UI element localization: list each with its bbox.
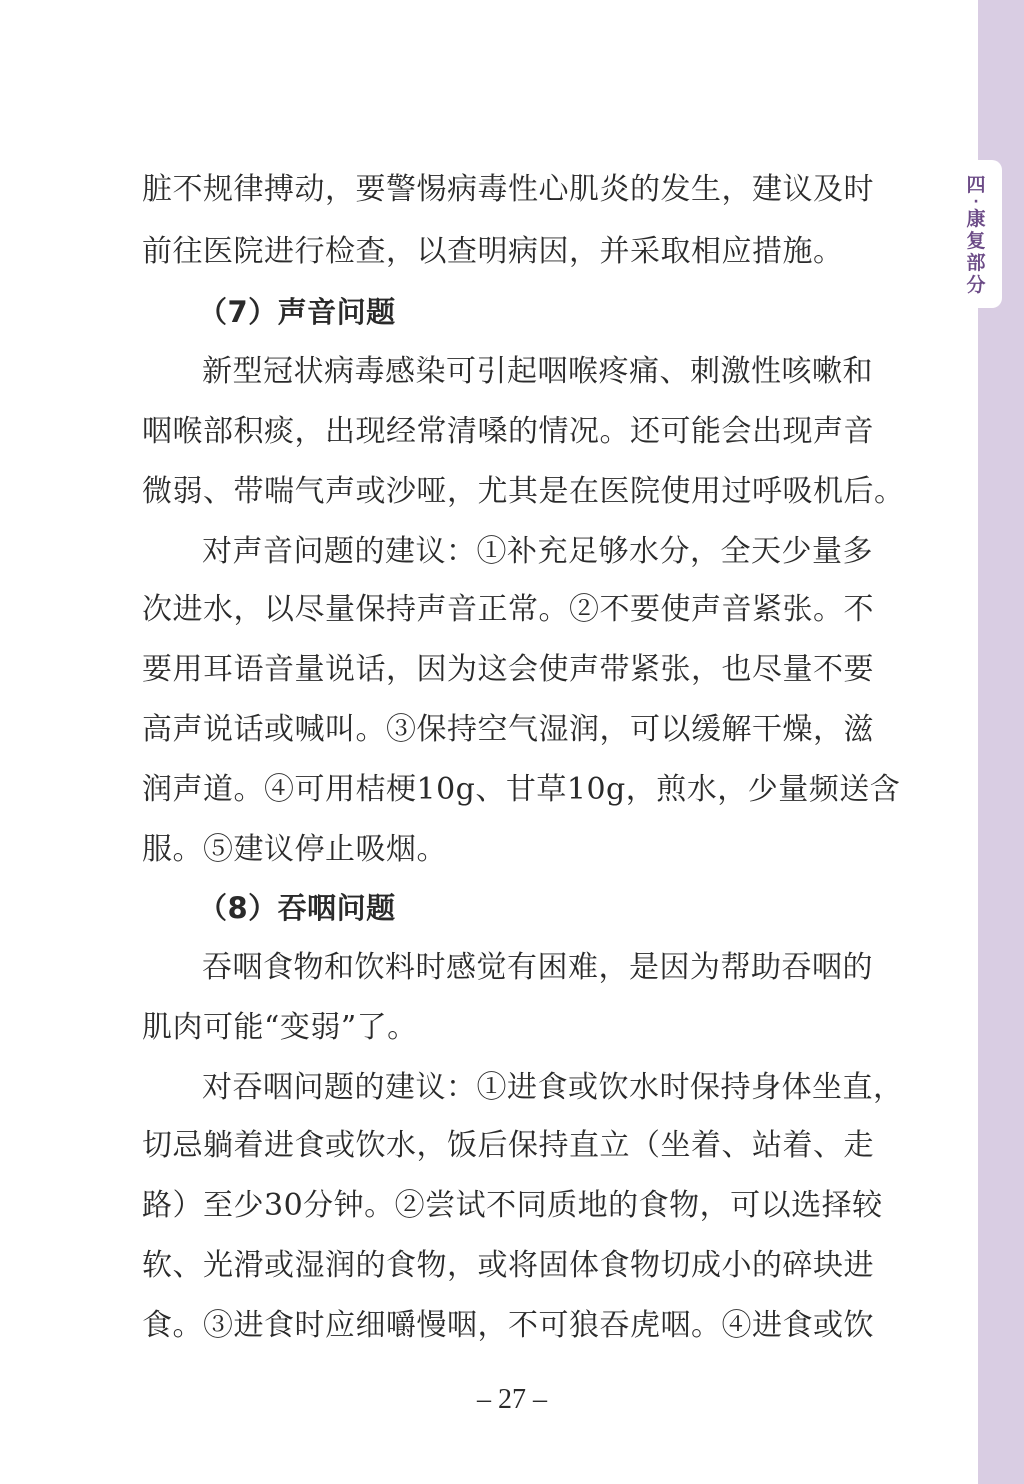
- section-heading: （7）声音问题: [198, 295, 396, 329]
- text-line: 微弱、带喘气声或沙哑，尤其是在医院使用过呼吸机后。: [142, 474, 905, 509]
- text-line: 肌肉可能“变弱”了。: [142, 1010, 418, 1045]
- page-number: – 27 –: [477, 1384, 547, 1415]
- chapter-tab-char: 部: [966, 252, 986, 274]
- chapter-tab-char: 四: [966, 174, 986, 196]
- text-line: 前往医院进行检查，以查明病因，并采取相应措施。: [142, 234, 844, 269]
- text-line: 咽喉部积痰，出现经常清嗓的情况。还可能会出现声音: [142, 414, 874, 449]
- text-line: 润声道。④可用桔梗10g、甘草10g，煎水，少量频送含: [142, 772, 901, 807]
- text-line: 要用耳语音量说话，因为这会使声带紧张，也尽量不要: [142, 652, 874, 687]
- text-line: 新型冠状病毒感染可引起咽喉疼痛、刺激性咳嗽和: [202, 354, 873, 389]
- text-line: 对吞咽问题的建议：①进食或饮水时保持身体坐直，: [202, 1070, 904, 1105]
- text-line: 高声说话或喊叫。③保持空气湿润，可以缓解干燥，滋: [142, 712, 874, 747]
- chapter-tab: [950, 160, 1002, 308]
- chapter-tab-char: 分: [966, 274, 986, 296]
- section-heading: （8）吞咽问题: [198, 891, 396, 925]
- text-line: 切忌躺着进食或饮水，饭后保持直立（坐着、站着、走: [142, 1128, 874, 1163]
- chapter-tab-char: 复: [966, 230, 986, 252]
- text-line: 吞咽食物和饮料时感觉有困难，是因为帮助吞咽的: [202, 950, 873, 985]
- text-line: 服。⑤建议停止吸烟。: [142, 832, 447, 867]
- text-line: 食。③进食时应细嚼慢咽，不可狼吞虎咽。④进食或饮: [142, 1308, 874, 1343]
- text-line: 次进水，以尽量保持声音正常。②不要使声音紧张。不: [142, 592, 874, 627]
- chapter-tab-char: ·: [973, 194, 979, 210]
- chapter-tab-char: 康: [966, 208, 986, 230]
- text-line: 路）至少30分钟。②尝试不同质地的食物，可以选择较: [142, 1188, 883, 1223]
- text-line: 软、光滑或湿润的食物，或将固体食物切成小的碎块进: [142, 1248, 874, 1283]
- text-line: 脏不规律搏动，要警惕病毒性心肌炎的发生，建议及时: [142, 172, 874, 207]
- text-line: 对声音问题的建议：①补充足够水分，全天少量多: [202, 534, 873, 569]
